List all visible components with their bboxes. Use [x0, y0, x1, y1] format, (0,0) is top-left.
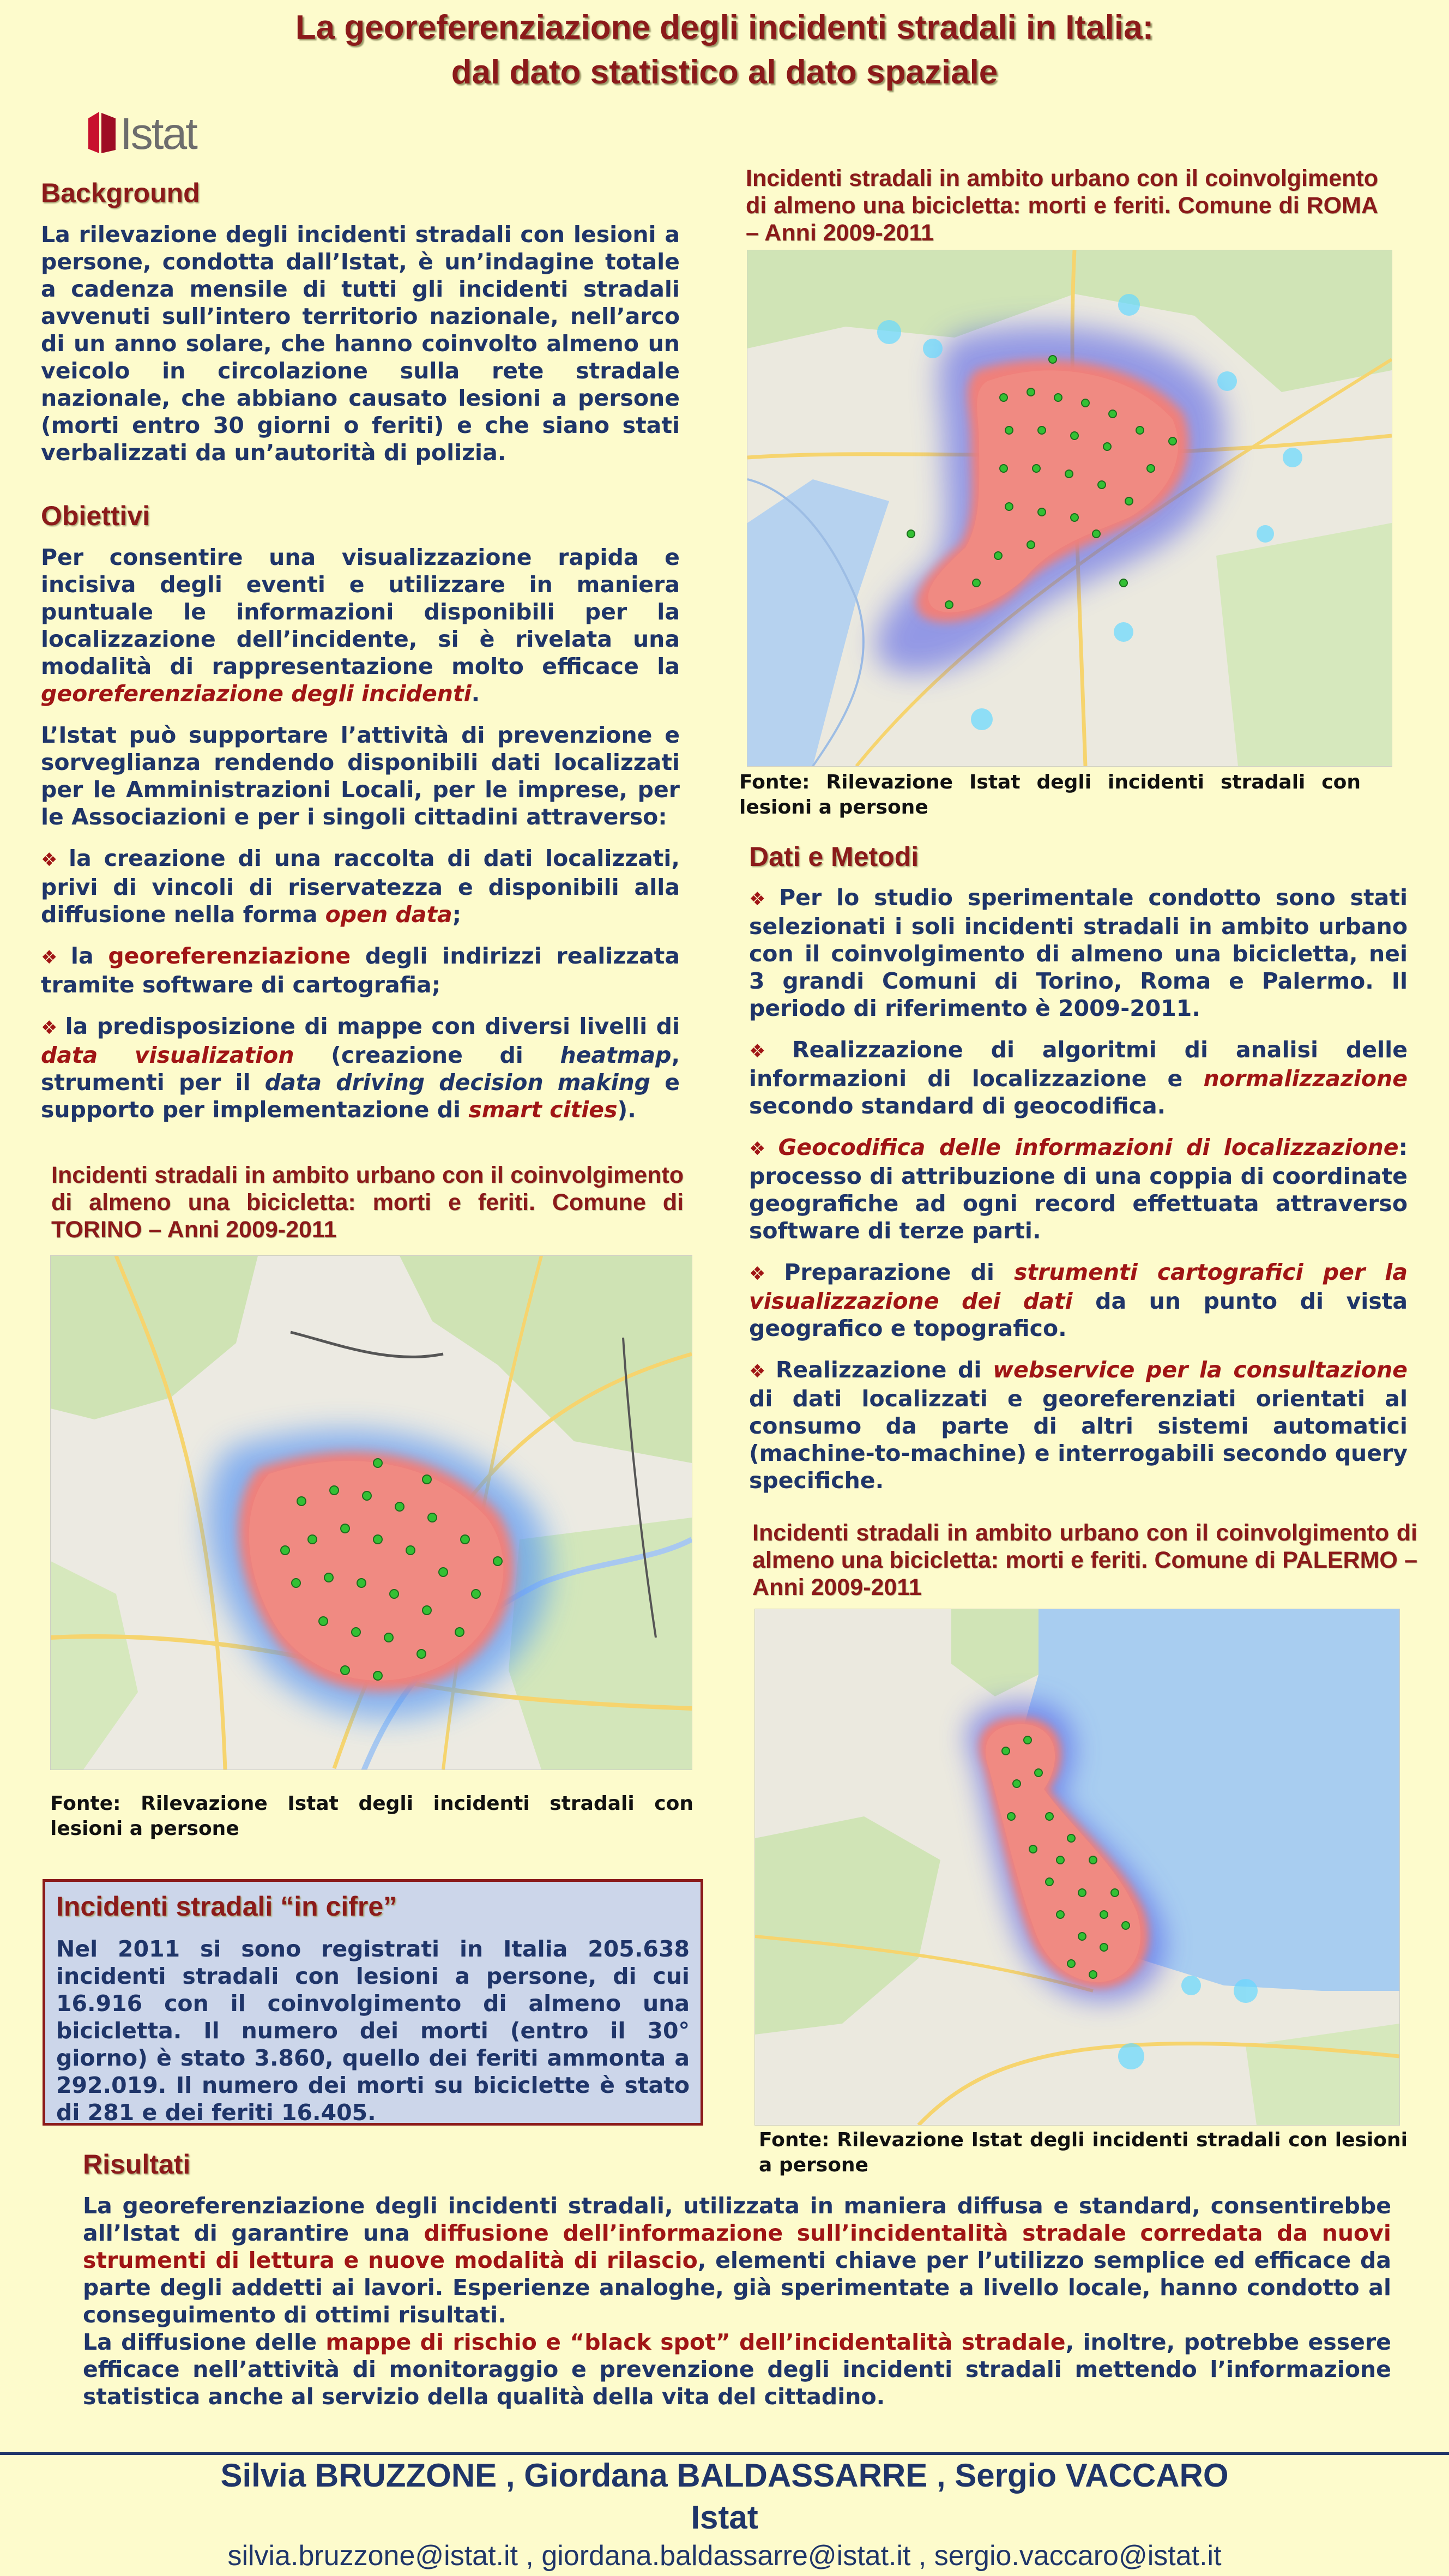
dati-metodi-b3-emphasis: Geocodifica delle informazioni di localizzazione [778, 1134, 1399, 1160]
dati-metodi-b3-end: : processo di attribuzione di una coppia di coordinate geografiche ad ogni record effettuata attraverso software di terze parti. [749, 1134, 1408, 1244]
roma-source: Fonte: Rilevazione Istat degli incidenti stradali con lesioni a persone [739, 771, 1361, 818]
dati-metodi-text [749, 884, 1408, 1508]
risultati-p1-start: La georeferenziazione degli incidenti stradali, utilizzata in maniera diffusa e standard, consentirebbe all’Istat di garantire una [83, 2193, 1391, 2246]
dati-metodi-b2-end: secondo standard di geocodifica. [749, 1093, 1166, 1119]
cifre-box [43, 1879, 703, 2126]
obiettivi-bullet-1 [41, 845, 680, 928]
poster-title [0, 5, 1449, 95]
obiettivi-b2-end: degli indirizzi realizzata tramite software di cartografia; [41, 943, 680, 998]
risultati-heading: Risultati [83, 2149, 191, 2180]
obiettivi-paragraph-1 [41, 544, 680, 707]
palermo-caption: Incidenti stradali in ambito urbano con il coinvolgimento di almeno una bicicletta: morti e feriti. Comune di PALERMO – Anni 2009-2011 [752, 1520, 1417, 1600]
torino-heatmap [50, 1255, 692, 1770]
dati-metodi-b2-emphasis: normalizzazione [1203, 1066, 1408, 1092]
obiettivi-text [41, 544, 680, 1137]
dati-metodi-b4-start: Preparazione di [784, 1259, 994, 1285]
obiettivi-p1-end: . [471, 681, 480, 707]
diamond-bullet-icon: ❖ [749, 1138, 772, 1160]
dati-metodi-b1-text: Per lo studio sperimentale condotto sono stati selezionati i soli incidenti stradali in ambito urbano con il coinvolgimento di almeno una bicicletta, nei 3 grandi Comuni di Torino, Roma e Palermo. Il periodo di riferimento è 2009-2011. [749, 884, 1408, 1021]
obiettivi-paragraph-2: L’Istat può supportare l’attività di prevenzione e sorveglianza rendendo disponibili dati localizzati per le Amministrazioni Locali, per le imprese, per le Associazioni e per i singoli cittadini attraverso: [41, 722, 680, 830]
title-line-2: dal dato statistico al dato spaziale [451, 53, 998, 91]
torino-map-image [51, 1256, 692, 1770]
cifre-heading: Incidenti stradali “in cifre” [56, 1891, 397, 1922]
background-paragraph: La rilevazione degli incidenti stradali con lesioni a persone, condotta dall’Istat, è un’indagine totale a cadenza mensile di tutti gli incidenti stradali avvenuti sull’intero territorio nazionale, nell’arco di un anno solare, che hanno coinvolto almeno un veicolo in circolazione sulla rete stradale nazionale, che abbiano causato lesioni a persone (morti entro 30 giorni o feriti) e che siano stati verbalizzati da un’autorità di polizia. [41, 221, 680, 466]
risultati-p2-start: La diffusione delle [83, 2329, 317, 2355]
obiettivi-b3-mid-1: (creazione di [331, 1042, 523, 1068]
obiettivi-b3-end: ). [617, 1097, 636, 1123]
cifre-text: Nel 2011 si sono registrati in Italia 205.638 incidenti stradali con lesioni a persone, di cui 16.916 con il coinvolgimento di almeno una bicicletta. Il numero dei morti (entro il 30° giorno) è stato 3.860, quello dei feriti ammonta a 292.019. Il numero dei morti su biciclette è stato di 281 e dei feriti 16.405. [56, 1936, 690, 2126]
obiettivi-b3-emphasis-1: data visualization [41, 1042, 294, 1068]
footer-org: Istat [691, 2499, 758, 2536]
roma-map-image [747, 250, 1392, 766]
diamond-bullet-icon: ❖ [749, 1361, 769, 1382]
diamond-bullet-icon: ❖ [749, 1040, 786, 1062]
obiettivi-p1-text: Per consentire una visualizzazione rapida e incisiva degli eventi e utilizzare in maniera puntuale le informazioni disponibili per la localizzazione dell’incidente, si è rivelata una modalità di rappresentazione molto efficace la [41, 544, 680, 679]
obiettivi-b3-mid-2: , strumenti per il [41, 1042, 680, 1096]
dati-metodi-b2-start: Realizzazione di algoritmi di analisi delle informazioni di localizzazione e [749, 1037, 1408, 1092]
dati-metodi-bullet-4 [749, 1259, 1408, 1342]
risultati-paragraph-1 [83, 2192, 1391, 2328]
risultati-p2-emphasis: mappe di rischio e “black spot” dell’incidentalità stradale [325, 2329, 1066, 2355]
torino-source: Fonte: Rilevazione Istat degli incidenti stradali con lesioni a persone [50, 1792, 693, 1840]
palermo-source: Fonte: Rilevazione Istat degli incidenti stradali con lesioni a persone [759, 2129, 1408, 2176]
obiettivi-b3-start: la predisposizione di mappe con diversi livelli di [65, 1013, 680, 1039]
footer-authors: Silvia BRUZZONE , Giordana BALDASSARRE , Sergio VACCARO [220, 2457, 1229, 2494]
dati-metodi-b5-start: Realizzazione di [775, 1357, 982, 1383]
roma-caption: Incidenti stradali in ambito urbano con il coinvolgimento di almeno una bicicletta: morti e feriti. Comune di ROMA – Anni 2009-2011 [746, 165, 1378, 246]
obiettivi-b2-start: la [70, 943, 94, 969]
dati-metodi-bullet-5 [749, 1356, 1408, 1494]
obiettivi-b1-text: la creazione di una raccolta di dati localizzati, privi di vincoli di riservatezza e disponibili alla diffusione nella forma [41, 845, 680, 928]
title-line-1: La georeferenziazione degli incidenti stradali in Italia: [295, 9, 1154, 46]
risultati-p2-end: , inoltre, potrebbe essere efficace nell’attività di monitoraggio e prevenzione degli incidenti stradali mettendo l’informazione statistica anche al servizio della qualità della vita del cittadino. [83, 2329, 1391, 2410]
obiettivi-p1-emphasis: georeferenziazione degli incidenti [41, 681, 472, 707]
risultati-p1-emphasis: diffusione dell’informazione sull’incidentalità stradale corredata da nuovi strumenti di lettura e nuove modalità di rilascio [83, 2220, 1391, 2273]
diamond-bullet-icon: ❖ [41, 1017, 59, 1039]
diamond-bullet-icon: ❖ [749, 1263, 778, 1285]
dati-metodi-bullet-3 [749, 1134, 1408, 1244]
obiettivi-b3-mid-3: e supporto per implementazione di [41, 1069, 680, 1123]
dati-metodi-bullet-2 [749, 1036, 1408, 1120]
obiettivi-b2-emphasis: georeferenziazione [108, 943, 351, 969]
dati-metodi-b4-emphasis: strumenti cartografici per la visualizzazione dei dati [749, 1259, 1408, 1314]
risultati-p1-end: , elementi chiave per l’utilizzo semplice ed efficace da parte degli addetti ai lavori. Esperienze analoghe, già sperimentate a livello locale, hanno condotto al conseguimento di ottimi risultati. [83, 2247, 1391, 2328]
obiettivi-bullet-2 [41, 942, 680, 998]
dati-metodi-b5-emphasis: webservice per la consultazione [993, 1357, 1408, 1383]
dati-metodi-b4-end: da un punto di vista geografico e topografico. [749, 1288, 1408, 1341]
background-text [41, 221, 680, 480]
obiettivi-b3-emphasis-2: heatmap [560, 1042, 672, 1068]
obiettivi-b3-emphasis-4: smart cities [468, 1097, 618, 1123]
istat-logo [87, 106, 213, 161]
footer-emails: silvia.bruzzone@istat.it , giordana.baldassarre@istat.it , sergio.vaccaro@istat.it [227, 2540, 1222, 2572]
palermo-heatmap [754, 1609, 1400, 2126]
diamond-bullet-icon: ❖ [41, 947, 64, 968]
obiettivi-heading: Obiettivi [41, 501, 150, 531]
risultati-paragraph-2 [83, 2328, 1391, 2410]
istat-logo-mark [87, 111, 117, 154]
dati-metodi-bullet-1 [749, 884, 1408, 1022]
obiettivi-b3-emphasis-3: data driving decision making [264, 1069, 651, 1096]
dati-metodi-b5-end: di dati localizzati e georeferenziati orientati al consumo da parte di altri sistemi automatici (machine-to-machine) e interrogabili secondo query specifiche. [749, 1386, 1408, 1494]
risultati-text [83, 2192, 1391, 2410]
istat-logo-text: Istat [120, 109, 196, 159]
background-heading: Background [41, 178, 200, 208]
dati-metodi-heading: Dati e Metodi [749, 841, 919, 872]
diamond-bullet-icon: ❖ [749, 888, 773, 910]
obiettivi-bullet-3 [41, 1013, 680, 1123]
torino-caption: Incidenti stradali in ambito urbano con il coinvolgimento di almeno una bicicletta: morti e feriti. Comune di TORINO – Anni 2009-2011 [51, 1162, 684, 1243]
obiettivi-b1-emphasis: open data [325, 901, 452, 928]
palermo-map-image [755, 1609, 1399, 2125]
diamond-bullet-icon: ❖ [41, 849, 63, 871]
roma-heatmap [747, 250, 1392, 767]
obiettivi-b1-end: ; [452, 901, 462, 928]
